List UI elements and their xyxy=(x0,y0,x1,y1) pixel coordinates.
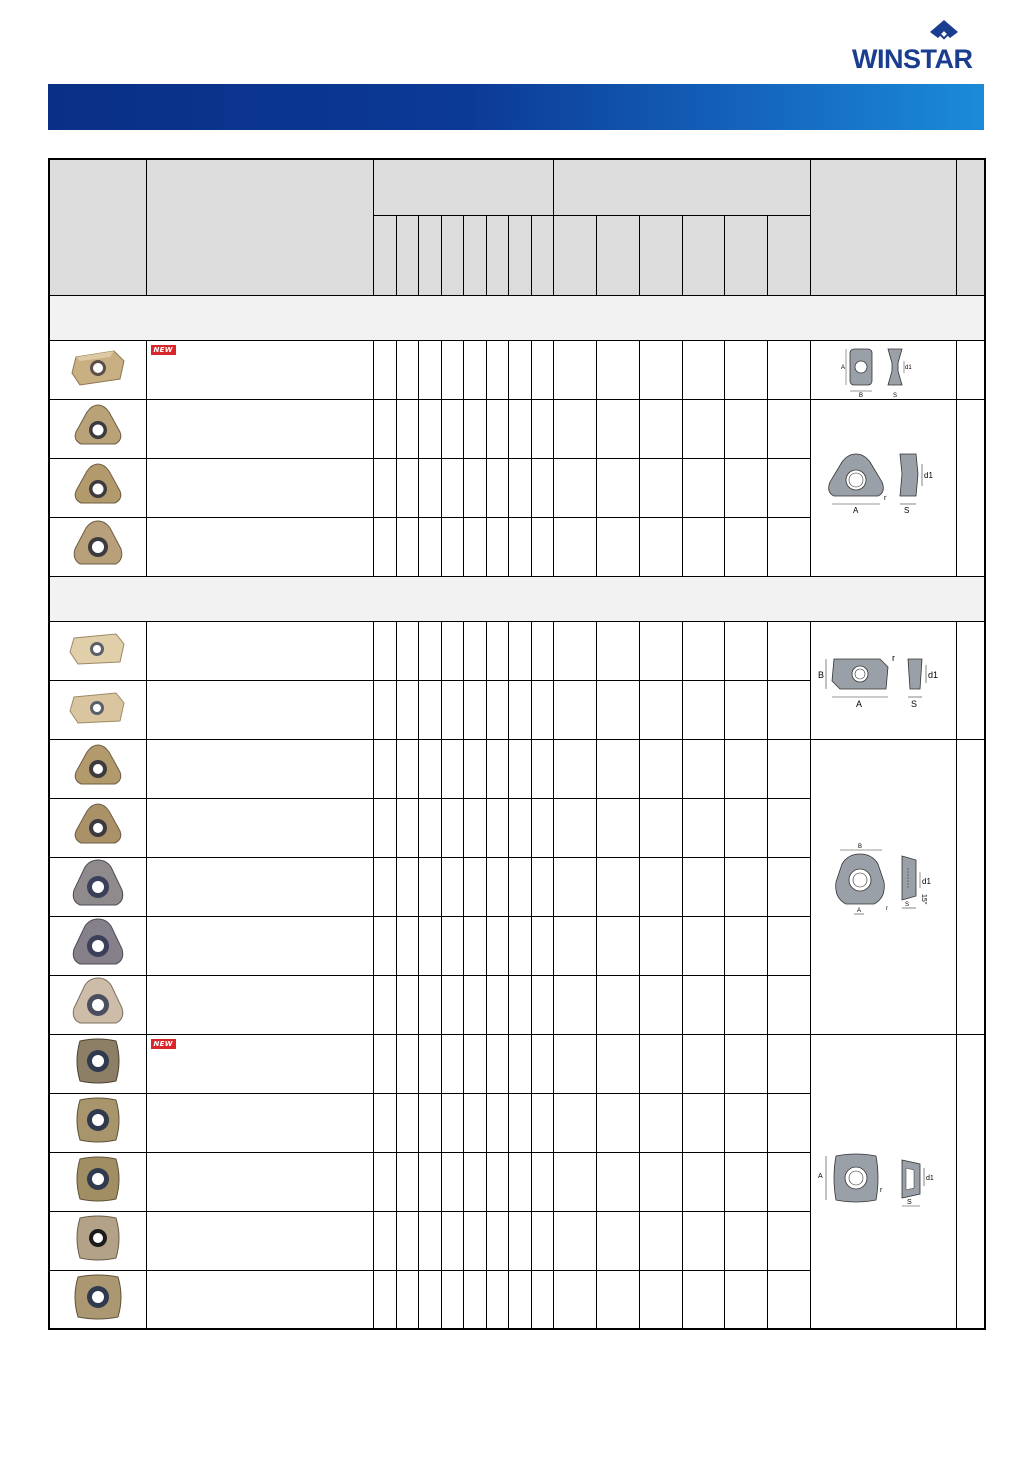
insert-image-cell xyxy=(49,517,146,576)
insert-image xyxy=(72,1094,124,1146)
header-dimension-group xyxy=(553,159,810,215)
insert-image-cell xyxy=(49,621,146,680)
insert-designation-cell xyxy=(146,1211,373,1270)
new-badge: NEW xyxy=(151,345,176,355)
insert-image-cell xyxy=(49,1211,146,1270)
svg-text:B: B xyxy=(859,392,864,397)
insert-image-cell xyxy=(49,857,146,916)
svg-text:S: S xyxy=(893,392,898,397)
insert-image-cell xyxy=(49,399,146,458)
new-badge: NEW xyxy=(151,1039,176,1049)
svg-text:B: B xyxy=(858,843,863,850)
insert-designation-cell xyxy=(146,916,373,975)
header-grade-2 xyxy=(396,215,418,295)
svg-text:r: r xyxy=(884,494,887,502)
insert-image-cell xyxy=(49,340,146,399)
insert-image xyxy=(72,1035,124,1087)
svg-text:B: B xyxy=(818,670,825,680)
svg-text:d1: d1 xyxy=(905,364,912,371)
insert-image-cell xyxy=(49,1034,146,1093)
svg-text:A: A xyxy=(857,907,862,914)
header-image-col xyxy=(49,159,146,295)
insert-image xyxy=(66,345,130,389)
insert-image-cell xyxy=(49,975,146,1034)
svg-text:S: S xyxy=(904,505,910,515)
insert-drawing-5 xyxy=(810,1034,956,1329)
svg-text:S: S xyxy=(907,1199,912,1207)
insert-image-cell xyxy=(49,916,146,975)
insert-image-cell xyxy=(49,739,146,798)
insert-drawing-3 xyxy=(810,621,956,739)
insert-designation-cell xyxy=(146,680,373,739)
insert-image xyxy=(71,801,125,849)
svg-text:A: A xyxy=(853,505,859,515)
insert-image-cell xyxy=(49,1152,146,1211)
insert-image xyxy=(70,858,126,910)
header-dim-5 xyxy=(724,215,767,295)
insert-image xyxy=(70,1271,126,1323)
insert-image-cell xyxy=(49,1270,146,1329)
insert-drawing-1 xyxy=(810,340,956,399)
insert-designation-cell xyxy=(146,1152,373,1211)
insert-image xyxy=(66,685,130,729)
insert-designation-cell xyxy=(146,621,373,680)
svg-text:S: S xyxy=(905,901,910,908)
insert-image xyxy=(66,626,130,670)
svg-text:S: S xyxy=(911,699,918,709)
svg-text:15°: 15° xyxy=(920,893,928,905)
section-header-1 xyxy=(49,295,985,340)
insert-designation-cell xyxy=(146,1093,373,1152)
insert-image-cell xyxy=(49,798,146,857)
svg-text:A: A xyxy=(818,1173,823,1181)
insert-designation-cell xyxy=(146,399,373,458)
svg-text:r: r xyxy=(886,905,889,912)
header-grade-6 xyxy=(486,215,508,295)
header-dim-4 xyxy=(682,215,724,295)
insert-image xyxy=(71,402,125,450)
insert-designation-cell xyxy=(146,458,373,517)
svg-text:r: r xyxy=(880,1187,883,1195)
header-grade-1 xyxy=(373,215,396,295)
insert-designation-cell xyxy=(146,975,373,1034)
header-grade-4 xyxy=(441,215,463,295)
header-dim-3 xyxy=(639,215,682,295)
svg-text:A: A xyxy=(856,699,863,709)
insert-image xyxy=(71,461,125,509)
insert-designation-cell xyxy=(146,517,373,576)
svg-text:d1: d1 xyxy=(924,470,933,480)
insert-image xyxy=(71,519,125,569)
header-dim-6 xyxy=(767,215,810,295)
insert-image xyxy=(71,742,125,790)
header-grade-8 xyxy=(531,215,553,295)
insert-designation-cell xyxy=(146,857,373,916)
header-extra-col xyxy=(956,159,985,295)
insert-drawing-2 xyxy=(810,399,956,576)
insert-designation-cell xyxy=(146,340,373,399)
insert-image-cell xyxy=(49,458,146,517)
header-banner xyxy=(48,84,984,130)
header-designation-col xyxy=(146,159,373,295)
winstar-logo xyxy=(846,18,986,74)
header-grade-group xyxy=(373,159,553,215)
insert-drawing-4 xyxy=(810,739,956,1034)
insert-image xyxy=(70,976,126,1028)
insert-designation-cell xyxy=(146,798,373,857)
insert-designation-cell xyxy=(146,739,373,798)
svg-text:d1: d1 xyxy=(928,670,939,680)
header-dim-1 xyxy=(553,215,596,295)
header-dim-2 xyxy=(596,215,639,295)
header-grade-5 xyxy=(463,215,486,295)
insert-image-cell xyxy=(49,1093,146,1152)
insert-catalog-table xyxy=(48,158,986,1330)
insert-image xyxy=(72,1153,124,1205)
insert-image-cell xyxy=(49,680,146,739)
svg-text:d1: d1 xyxy=(926,1175,934,1183)
insert-designation-cell xyxy=(146,1270,373,1329)
svg-text:d1: d1 xyxy=(922,876,931,886)
svg-text:A: A xyxy=(841,364,846,371)
insert-image xyxy=(72,1212,124,1264)
section-header-2 xyxy=(49,576,985,621)
header-grade-3 xyxy=(418,215,441,295)
header-drawing-col xyxy=(810,159,956,295)
svg-text:WINSTAR: WINSTAR xyxy=(852,44,973,74)
header-grade-7 xyxy=(508,215,531,295)
insert-designation-cell xyxy=(146,1034,373,1093)
insert-image xyxy=(70,917,126,969)
svg-text:r: r xyxy=(892,653,896,663)
